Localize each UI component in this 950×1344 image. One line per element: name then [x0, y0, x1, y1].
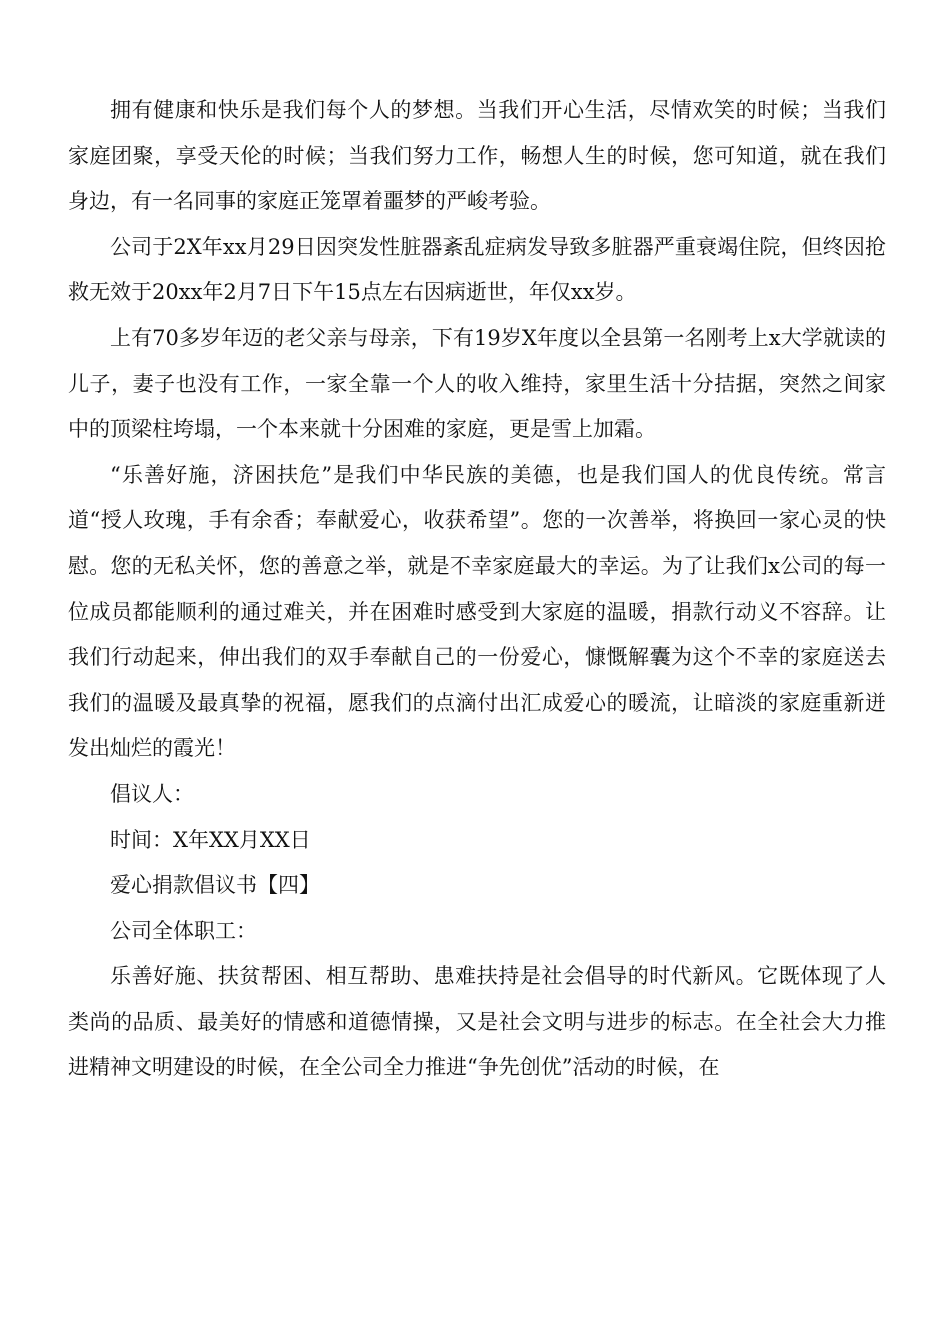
document-page: [68, 88, 886, 1091]
date-line: 时间：X年XX月XX日: [110, 827, 311, 852]
paragraph-appeal: “乐善好施，济困扶危”是我们中华民族的美德，也是我们国人的优良传统。常言道“授人玫瑰，手有余香；奉献爱心，收获希望”。您的一次善举，将换回一家心灵的快慰。您的无私关怀，您的善意之举，就是不幸家庭最大的幸运。为了让我们x公司的每一位成员都能顺利的通过难关，并在困难时感受到大家庭的温暖，捐款行动义不容辞。让我们行动起来，伸出我们的双手奉献自己的一份爱心，慷慨解囊为这个不幸的家庭送去我们的温暖及最真挚的祝福，愿我们的点滴付出汇成爱心的暖流，让暗淡的家庭重新迸发出灿烂的霞光！: [68, 462, 886, 761]
salutation: 公司全体职工：: [110, 918, 257, 943]
paragraph-family: 上有70多岁年迈的老父亲与母亲，下有19岁X年度以全县第一名刚考上x大学就读的儿子，妻子也没有工作，一家全靠一个人的收入维持，家里生活十分拮据，突然之间家中的顶梁柱垮塌，一个本来就十分困难的家庭，更是雪上加霜。: [68, 325, 886, 442]
paragraph-illness: 公司于2X年xx月29日因突发性脏器紊乱症病发导致多脏器严重衰竭住院，但终因抢救无效于20xx年2月7日下午15点左右因病逝世，年仅xx岁。: [68, 234, 886, 305]
initiator-line: 倡议人：: [110, 781, 194, 806]
section-title: 爱心捐款倡议书【四】: [110, 873, 320, 898]
paragraph-new-trend: 乐善好施、扶贫帮困、相互帮助、患难扶持是社会倡导的时代新风。它既体现了人类尚的品质、最美好的情感和道德情操，又是社会文明与进步的标志。在全社会大力推进精神文明建设的时候，在全公司全力推进“争先创优”活动的时候，在: [68, 964, 886, 1080]
paragraph-hope: 拥有健康和快乐是我们每个人的梦想。当我们开心生活，尽情欢笑的时候；当我们家庭团聚，享受天伦的时候；当我们努力工作，畅想人生的时候，您可知道，就在我们身边，有一名同事的家庭正笼罩着噩梦的严峻考验。: [68, 98, 886, 214]
